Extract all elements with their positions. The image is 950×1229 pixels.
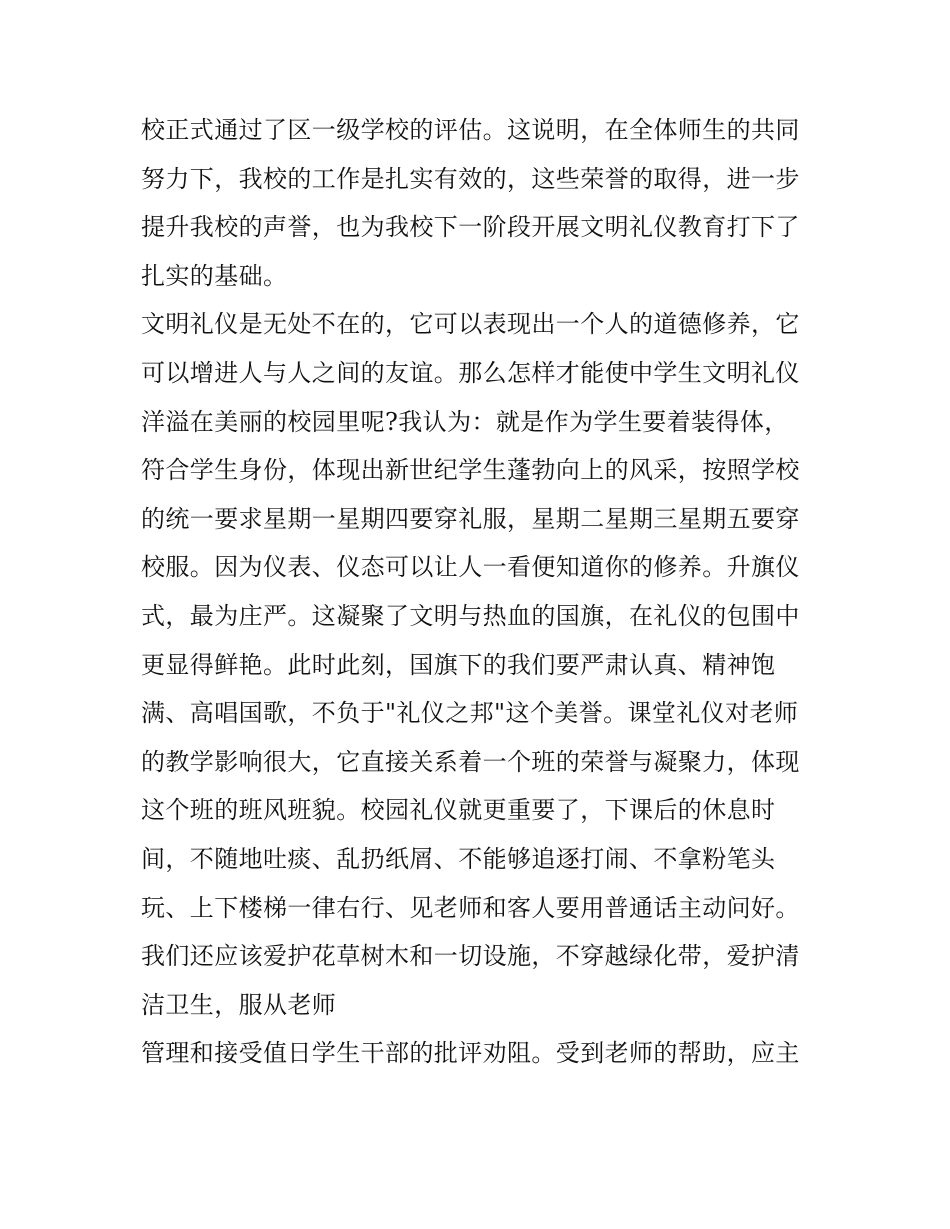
text-line: 洋溢在美丽的校园里呢?我认为：就是作为学生要着装得体， — [141, 407, 789, 436]
text-line: 提升我校的声誉，也为我校下一阶段开展文明礼仪教育打下了 — [141, 213, 800, 242]
text-line: 的教学影响很大，它直接关系着一个班的荣誉与凝聚力，体现 — [141, 747, 800, 776]
text-line: 我们还应该爱护花草树木和一切设施，不穿越绿化带，爱护清 — [141, 942, 800, 971]
text-line: 努力下，我校的工作是扎实有效的，这些荣誉的取得，进一步 — [141, 164, 800, 193]
text-line: 的统一要求星期一星期四要穿礼服，星期二星期三星期五要穿 — [141, 504, 800, 533]
text-line: 玩、上下楼梯一律右行、见老师和客人要用普通话主动问好。 — [141, 893, 800, 922]
text-line: 文明礼仪是无处不在的，它可以表现出一个人的道德修养，它 — [141, 310, 800, 339]
text-line: 符合学生身份，体现出新世纪学生蓬勃向上的风采，按照学校 — [141, 456, 800, 485]
text-line: 间，不随地吐痰、乱扔纸屑、不能够追逐打闹、不拿粉笔头 — [141, 844, 776, 873]
text-line: 这个班的班风班貌。校园礼仪就更重要了，下课后的休息时 — [141, 796, 776, 825]
text-line: 式，最为庄严。这凝聚了文明与热血的国旗，在礼仪的包围中 — [141, 601, 800, 630]
text-line: 满、高唱国歌，不负于"礼仪之邦"这个美誉。课堂礼仪对老师 — [141, 699, 799, 728]
text-line: 校服。因为仪表、仪态可以让人一看便知道你的修养。升旗仪 — [141, 553, 800, 582]
text-line: 校正式通过了区一级学校的评估。这说明，在全体师生的共同 — [141, 116, 800, 144]
text-line: 可以增进人与人之间的友谊。那么怎样才能使中学生文明礼仪 — [141, 358, 800, 387]
text-line: 更显得鲜艳。此时此刻，国旗下的我们要严肃认真、精神饱 — [141, 650, 776, 679]
text-line: 洁卫生，服从老师 — [141, 990, 337, 1019]
body-text — [141, 106, 821, 1078]
text-line: 管理和接受值日学生干部的批评劝阻。受到老师的帮助，应主 — [141, 1039, 800, 1068]
text-line: 扎实的基础。 — [141, 261, 288, 290]
